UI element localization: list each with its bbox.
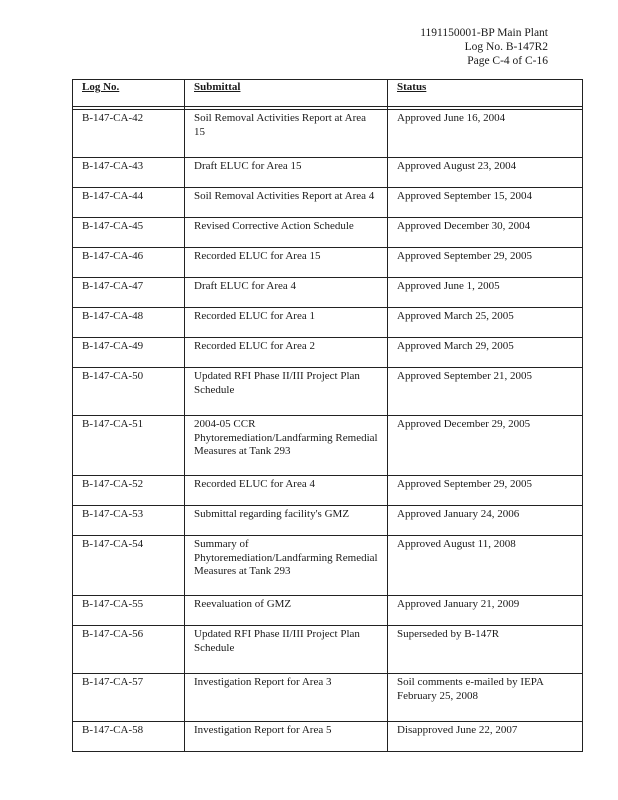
log-no-cell: B-147-CA-53 bbox=[73, 506, 185, 536]
submittal-cell: Updated RFI Phase II/III Project Plan Schedule bbox=[185, 368, 388, 416]
submittal-cell: Revised Corrective Action Schedule bbox=[185, 218, 388, 248]
log-no-cell: B-147-CA-50 bbox=[73, 368, 185, 416]
facility-id: 1191150001-BP Main Plant bbox=[420, 27, 548, 39]
table-row bbox=[73, 674, 583, 722]
submittal-cell: Investigation Report for Area 3 bbox=[185, 674, 388, 722]
submittal-cell: 2004-05 CCR Phytoremediation/Landfarming Remedial Measures at Tank 293 bbox=[185, 416, 388, 476]
submittal-cell: Recorded ELUC for Area 4 bbox=[185, 476, 388, 506]
log-no-cell: B-147-CA-56 bbox=[73, 626, 185, 674]
submittal-cell: Recorded ELUC for Area 1 bbox=[185, 308, 388, 338]
document-header bbox=[420, 26, 548, 68]
table-row bbox=[73, 368, 583, 416]
table-row bbox=[73, 338, 583, 368]
table-row bbox=[73, 416, 583, 476]
submittal-cell: Investigation Report for Area 5 bbox=[185, 722, 388, 752]
log-no-cell: B-147-CA-45 bbox=[73, 218, 185, 248]
table-row bbox=[73, 476, 583, 506]
table-row bbox=[73, 278, 583, 308]
status-cell: Approved September 29, 2005 bbox=[388, 248, 583, 278]
log-no-cell: B-147-CA-49 bbox=[73, 338, 185, 368]
log-no-cell: B-147-CA-47 bbox=[73, 278, 185, 308]
status-cell: Approved September 29, 2005 bbox=[388, 476, 583, 506]
status-cell: Approved September 15, 2004 bbox=[388, 188, 583, 218]
log-no-cell: B-147-CA-43 bbox=[73, 158, 185, 188]
log-no-cell: B-147-CA-51 bbox=[73, 416, 185, 476]
table-row bbox=[73, 506, 583, 536]
table-row bbox=[73, 110, 583, 158]
status-cell: Approved June 16, 2004 bbox=[388, 110, 583, 158]
status-cell: Superseded by B-147R bbox=[388, 626, 583, 674]
status-cell: Approved August 11, 2008 bbox=[388, 536, 583, 596]
table-row bbox=[73, 596, 583, 626]
log-no-cell: B-147-CA-52 bbox=[73, 476, 185, 506]
column-header-status: Status bbox=[388, 80, 583, 107]
table-row bbox=[73, 722, 583, 752]
log-no-cell: B-147-CA-55 bbox=[73, 596, 185, 626]
status-cell: Approved December 30, 2004 bbox=[388, 218, 583, 248]
submittal-cell: Soil Removal Activities Report at Area 4 bbox=[185, 188, 388, 218]
status-cell: Approved June 1, 2005 bbox=[388, 278, 583, 308]
column-header-log-no: Log No. bbox=[73, 80, 185, 107]
column-header-submittal: Submittal bbox=[185, 80, 388, 107]
table-row bbox=[73, 248, 583, 278]
submittal-cell: Draft ELUC for Area 15 bbox=[185, 158, 388, 188]
submittal-cell: Recorded ELUC for Area 15 bbox=[185, 248, 388, 278]
log-no-cell: B-147-CA-57 bbox=[73, 674, 185, 722]
submittal-log-table bbox=[72, 79, 583, 752]
log-no-cell: B-147-CA-42 bbox=[73, 110, 185, 158]
status-cell: Approved August 23, 2004 bbox=[388, 158, 583, 188]
status-cell: Disapproved June 22, 2007 bbox=[388, 722, 583, 752]
log-number: Log No. B-147R2 bbox=[464, 41, 548, 53]
log-no-cell: B-147-CA-58 bbox=[73, 722, 185, 752]
submittal-cell: Recorded ELUC for Area 2 bbox=[185, 338, 388, 368]
status-cell: Approved March 29, 2005 bbox=[388, 338, 583, 368]
submittal-cell: Soil Removal Activities Report at Area 15 bbox=[185, 110, 388, 158]
table-row bbox=[73, 158, 583, 188]
log-no-cell: B-147-CA-44 bbox=[73, 188, 185, 218]
table-row bbox=[73, 218, 583, 248]
table-row bbox=[73, 626, 583, 674]
table-row bbox=[73, 188, 583, 218]
submittal-cell: Submittal regarding facility's GMZ bbox=[185, 506, 388, 536]
status-cell: Approved March 25, 2005 bbox=[388, 308, 583, 338]
submittal-cell: Updated RFI Phase II/III Project Plan Schedule bbox=[185, 626, 388, 674]
page-number: Page C-4 of C-16 bbox=[467, 55, 548, 67]
table-row bbox=[73, 536, 583, 596]
status-cell: Approved January 24, 2006 bbox=[388, 506, 583, 536]
submittal-cell: Draft ELUC for Area 4 bbox=[185, 278, 388, 308]
table-header-row bbox=[73, 80, 583, 107]
table-row bbox=[73, 308, 583, 338]
status-cell: Soil comments e-mailed by IEPA February 25, 2008 bbox=[388, 674, 583, 722]
status-cell: Approved September 21, 2005 bbox=[388, 368, 583, 416]
log-no-cell: B-147-CA-48 bbox=[73, 308, 185, 338]
submittal-cell: Reevaluation of GMZ bbox=[185, 596, 388, 626]
status-cell: Approved December 29, 2005 bbox=[388, 416, 583, 476]
log-no-cell: B-147-CA-46 bbox=[73, 248, 185, 278]
submittal-cell: Summary of Phytoremediation/Landfarming Remedial Measures at Tank 293 bbox=[185, 536, 388, 596]
status-cell: Approved January 21, 2009 bbox=[388, 596, 583, 626]
log-no-cell: B-147-CA-54 bbox=[73, 536, 185, 596]
